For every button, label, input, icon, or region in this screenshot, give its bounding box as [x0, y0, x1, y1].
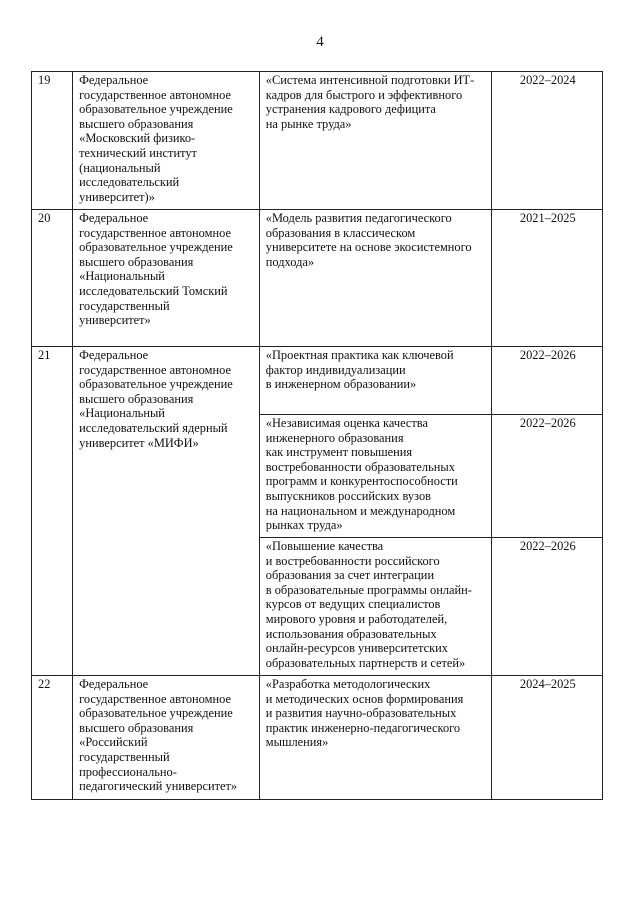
organization-name: Федеральное государственное автономное образовательное учреждение высшего образования «Национальный исследовательский ядерный университет «МИФИ»	[73, 347, 260, 676]
project-title: «Модель развития педагогического образования в классическом университете на основе экосистемного подхода»	[259, 210, 491, 347]
table-row-22	[32, 676, 603, 800]
project-years: 2022–2024	[491, 72, 602, 210]
row-number: 21	[32, 347, 73, 676]
table-row-20	[32, 210, 603, 347]
projects-table	[31, 71, 603, 800]
organization-name: Федеральное государственное автономное образовательное учреждение высшего образования «Национальный исследовательский Томский государственный университет»	[73, 210, 260, 347]
organization-name: Федеральное государственное автономное образовательное учреждение высшего образования «Российский государственный профессионально- педагогический университет»	[73, 676, 260, 800]
organization-name: Федеральное государственное автономное образовательное учреждение высшего образования «Московский физико- технический институт (национальный исследовательский университет)»	[73, 72, 260, 210]
row-number: 20	[32, 210, 73, 347]
project-title: «Повышение качества и востребованности российского образования за счет интеграции в образовательные программы онлайн- курсов от ведущих специалистов мирового уровня и работодателей, использования образовательных онлайн-ресурсов университетских образовательных партнерств и сетей»	[259, 538, 491, 676]
row-number: 19	[32, 72, 73, 210]
page-number: 4	[316, 34, 324, 50]
project-title: «Независимая оценка качества инженерного образования как инструмент повышения востребованности образовательных программ и конкурентоспособности выпускников российских вузов на национальном и международном рынках труда»	[259, 415, 491, 538]
project-years: 2022–2026	[491, 347, 602, 415]
project-title: «Система интенсивной подготовки ИТ- кадров для быстрого и эффективного устранения кадрового дефицита на рынке труда»	[259, 72, 491, 210]
project-years: 2021–2025	[491, 210, 602, 347]
project-years: 2022–2026	[491, 538, 602, 676]
project-years: 2024–2025	[491, 676, 602, 800]
project-title: «Проектная практика как ключевой фактор индивидуализации в инженерном образовании»	[259, 347, 491, 415]
row-number: 22	[32, 676, 73, 800]
table-row-21	[32, 347, 603, 415]
project-title: «Разработка методологических и методических основ формирования и развития научно-образовательных практик инженерно-педагогического мышления»	[259, 676, 491, 800]
table-row-19	[32, 72, 603, 210]
project-years: 2022–2026	[491, 415, 602, 538]
